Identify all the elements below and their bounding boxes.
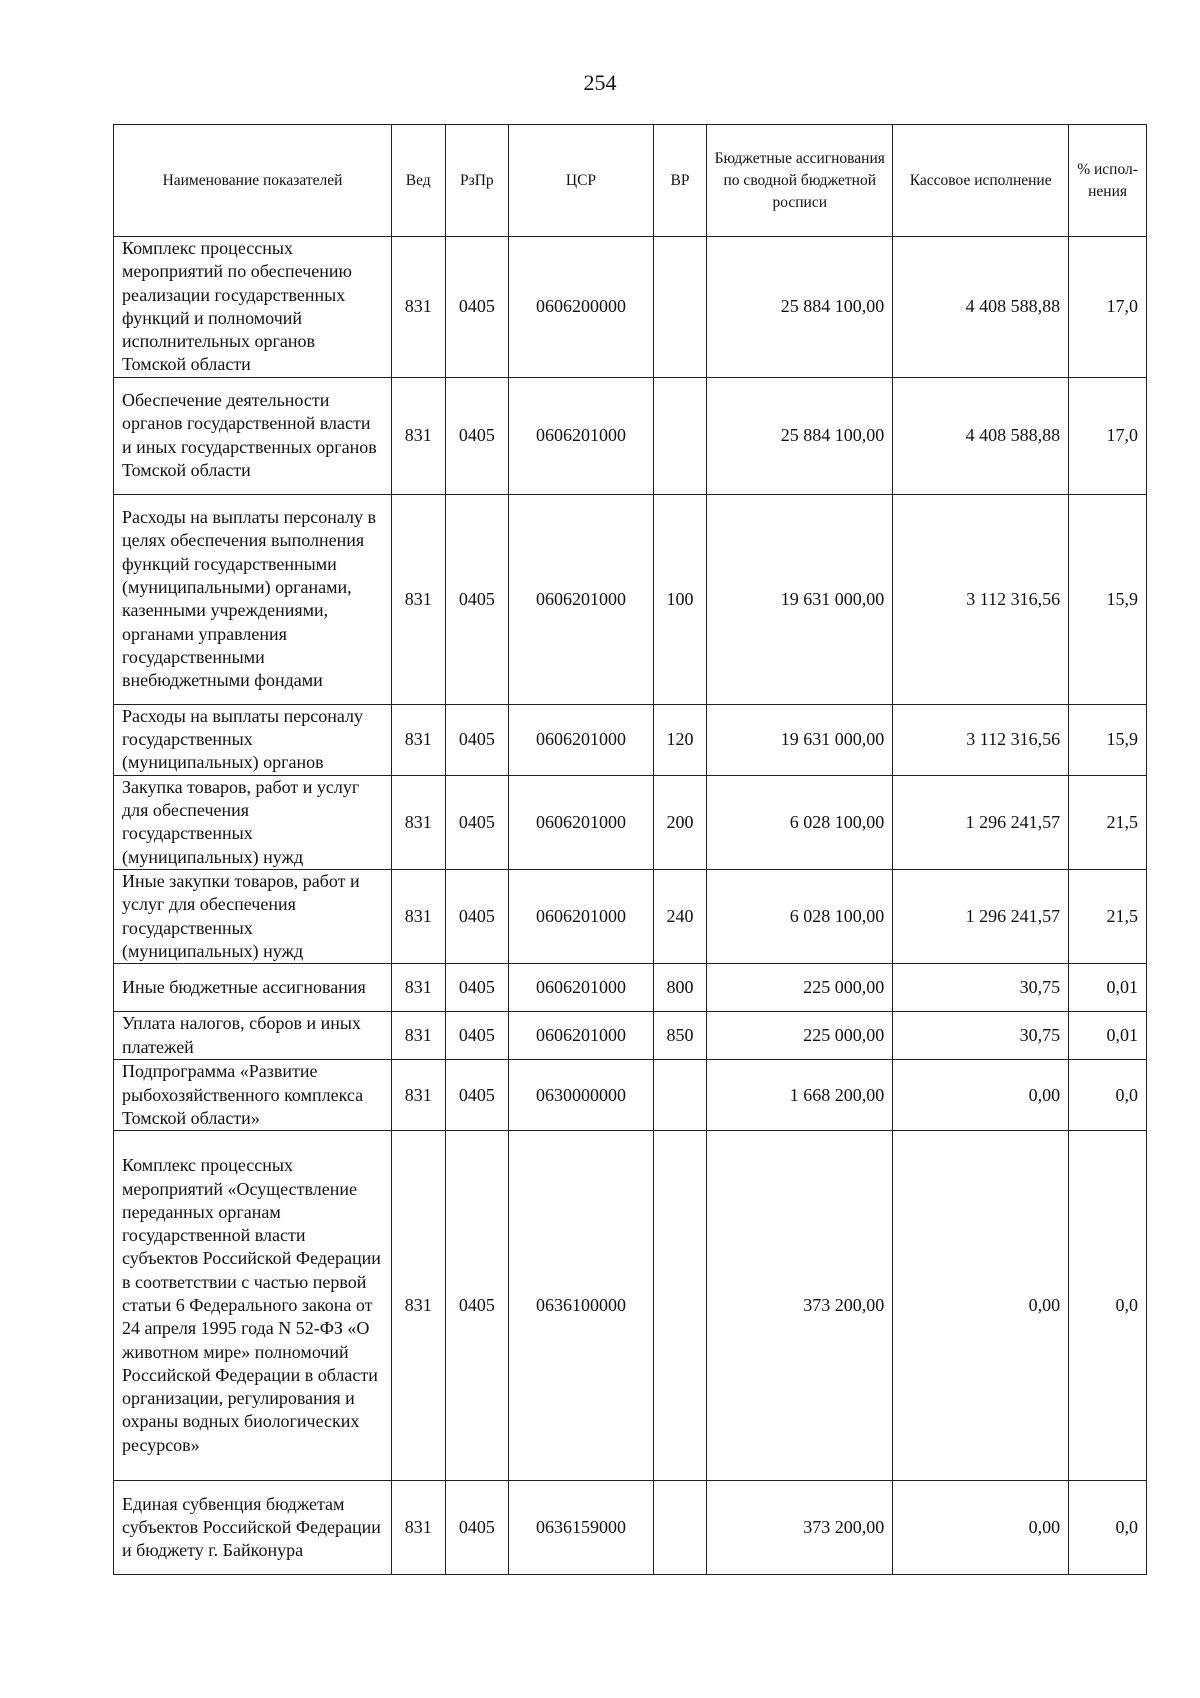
cell-csr: 0630000000 xyxy=(509,1060,654,1131)
cell-ved: 831 xyxy=(391,1131,445,1481)
cell-name: Уплата налогов, сборов и иных платежей xyxy=(114,1012,392,1060)
cell-percent: 21,5 xyxy=(1069,775,1147,869)
cell-csr: 0606201000 xyxy=(509,377,654,494)
cell-vr xyxy=(653,1060,707,1131)
cell-ved: 831 xyxy=(391,377,445,494)
cell-csr: 0606200000 xyxy=(509,237,654,378)
table-header-row xyxy=(114,125,1147,237)
cell-ved: 831 xyxy=(391,237,445,378)
table-row xyxy=(114,494,1147,704)
cell-cash-execution: 3 112 316,56 xyxy=(893,704,1069,775)
cell-assignments: 6 028 100,00 xyxy=(707,869,893,963)
header-vr: ВР xyxy=(653,125,707,237)
table-row xyxy=(114,1012,1147,1060)
cell-csr: 0606201000 xyxy=(509,704,654,775)
cell-csr: 0636100000 xyxy=(509,1131,654,1481)
cell-rzpr: 0405 xyxy=(445,1481,509,1575)
table-row xyxy=(114,704,1147,775)
cell-name: Закупка товаров, работ и услуг для обеспечения государственных (муниципальных) нужд xyxy=(114,775,392,869)
header-assignments: Бюджетные ассигнования по сводной бюджетной росписи xyxy=(707,125,893,237)
cell-percent: 0,0 xyxy=(1069,1131,1147,1481)
cell-vr: 240 xyxy=(653,869,707,963)
cell-ved: 831 xyxy=(391,869,445,963)
cell-rzpr: 0405 xyxy=(445,377,509,494)
cell-percent: 17,0 xyxy=(1069,237,1147,378)
table-row xyxy=(114,869,1147,963)
cell-cash-execution: 0,00 xyxy=(893,1131,1069,1481)
cell-rzpr: 0405 xyxy=(445,704,509,775)
cell-rzpr: 0405 xyxy=(445,1060,509,1131)
cell-name: Иные закупки товаров, работ и услуг для обеспечения государственных (муниципальных) нужд xyxy=(114,869,392,963)
cell-rzpr: 0405 xyxy=(445,1012,509,1060)
cell-csr: 0606201000 xyxy=(509,964,654,1012)
cell-cash-execution: 1 296 241,57 xyxy=(893,869,1069,963)
cell-vr xyxy=(653,237,707,378)
table-row xyxy=(114,775,1147,869)
cell-name: Иные бюджетные ассигнования xyxy=(114,964,392,1012)
cell-name: Обеспечение деятельности органов государственной власти и иных государственных органов Томской области xyxy=(114,377,392,494)
cell-assignments: 19 631 000,00 xyxy=(707,494,893,704)
budget-execution-table xyxy=(113,124,1147,1575)
table-row xyxy=(114,1481,1147,1575)
cell-vr: 100 xyxy=(653,494,707,704)
cell-vr: 800 xyxy=(653,964,707,1012)
cell-name: Расходы на выплаты персоналу государственных (муниципальных) органов xyxy=(114,704,392,775)
cell-csr: 0606201000 xyxy=(509,869,654,963)
cell-rzpr: 0405 xyxy=(445,775,509,869)
header-ved: Вед xyxy=(391,125,445,237)
cell-percent: 15,9 xyxy=(1069,494,1147,704)
cell-cash-execution: 4 408 588,88 xyxy=(893,377,1069,494)
cell-csr: 0606201000 xyxy=(509,1012,654,1060)
table-row xyxy=(114,237,1147,378)
cell-name: Комплекс процессных мероприятий по обеспечению реализации государственных функций и полномочий исполнительных органов Томской области xyxy=(114,237,392,378)
cell-vr xyxy=(653,1131,707,1481)
cell-assignments: 25 884 100,00 xyxy=(707,237,893,378)
cell-percent: 0,0 xyxy=(1069,1060,1147,1131)
cell-ved: 831 xyxy=(391,775,445,869)
cell-percent: 21,5 xyxy=(1069,869,1147,963)
cell-cash-execution: 3 112 316,56 xyxy=(893,494,1069,704)
cell-cash-execution: 1 296 241,57 xyxy=(893,775,1069,869)
cell-rzpr: 0405 xyxy=(445,1131,509,1481)
cell-vr: 850 xyxy=(653,1012,707,1060)
cell-assignments: 6 028 100,00 xyxy=(707,775,893,869)
cell-cash-execution: 30,75 xyxy=(893,964,1069,1012)
cell-cash-execution: 4 408 588,88 xyxy=(893,237,1069,378)
header-cash-execution: Кассовое исполнение xyxy=(893,125,1069,237)
cell-rzpr: 0405 xyxy=(445,964,509,1012)
cell-vr xyxy=(653,1481,707,1575)
cell-ved: 831 xyxy=(391,494,445,704)
cell-assignments: 373 200,00 xyxy=(707,1131,893,1481)
cell-csr: 0606201000 xyxy=(509,775,654,869)
cell-vr: 120 xyxy=(653,704,707,775)
cell-csr: 0636159000 xyxy=(509,1481,654,1575)
cell-name: Комплекс процессных мероприятий «Осуществление переданных органам государственной власти субъектов Российской Федерации в соответствии с частью первой статьи 6 Федерального закона от 24 апреля 1995 года N 52-ФЗ «О животном мире» полномочий Российской Федерации в области организации, регулирования и охраны водных биологических ресурсов» xyxy=(114,1131,392,1481)
page-number: 254 xyxy=(583,70,617,95)
cell-name: Единая субвенция бюджетам субъектов Российской Федерации и бюджету г. Байконура xyxy=(114,1481,392,1575)
cell-assignments: 225 000,00 xyxy=(707,964,893,1012)
cell-assignments: 225 000,00 xyxy=(707,1012,893,1060)
header-csr: ЦСР xyxy=(509,125,654,237)
table-row xyxy=(114,1060,1147,1131)
cell-ved: 831 xyxy=(391,1060,445,1131)
cell-csr: 0606201000 xyxy=(509,494,654,704)
cell-percent: 0,01 xyxy=(1069,1012,1147,1060)
cell-cash-execution: 30,75 xyxy=(893,1012,1069,1060)
header-percent-execution: % испол-нения xyxy=(1069,125,1147,237)
cell-assignments: 373 200,00 xyxy=(707,1481,893,1575)
cell-percent: 0,01 xyxy=(1069,964,1147,1012)
cell-cash-execution: 0,00 xyxy=(893,1481,1069,1575)
cell-ved: 831 xyxy=(391,964,445,1012)
cell-cash-execution: 0,00 xyxy=(893,1060,1069,1131)
table-row xyxy=(114,964,1147,1012)
cell-assignments: 19 631 000,00 xyxy=(707,704,893,775)
cell-percent: 0,0 xyxy=(1069,1481,1147,1575)
cell-rzpr: 0405 xyxy=(445,869,509,963)
cell-rzpr: 0405 xyxy=(445,237,509,378)
cell-ved: 831 xyxy=(391,1012,445,1060)
cell-name: Подпрограмма «Развитие рыбохозяйственного комплекса Томской области» xyxy=(114,1060,392,1131)
cell-assignments: 25 884 100,00 xyxy=(707,377,893,494)
table-row xyxy=(114,1131,1147,1481)
cell-percent: 15,9 xyxy=(1069,704,1147,775)
cell-ved: 831 xyxy=(391,704,445,775)
cell-rzpr: 0405 xyxy=(445,494,509,704)
cell-vr: 200 xyxy=(653,775,707,869)
header-rzpr: РзПр xyxy=(445,125,509,237)
cell-assignments: 1 668 200,00 xyxy=(707,1060,893,1131)
table-row xyxy=(114,377,1147,494)
cell-ved: 831 xyxy=(391,1481,445,1575)
cell-name: Расходы на выплаты персоналу в целях обеспечения выполнения функций государственными (муниципальными) органами, казенными учреждениями, органами управления государственными внебюджетными фондами xyxy=(114,494,392,704)
cell-percent: 17,0 xyxy=(1069,377,1147,494)
cell-vr xyxy=(653,377,707,494)
header-name: Наименование показателей xyxy=(114,125,392,237)
